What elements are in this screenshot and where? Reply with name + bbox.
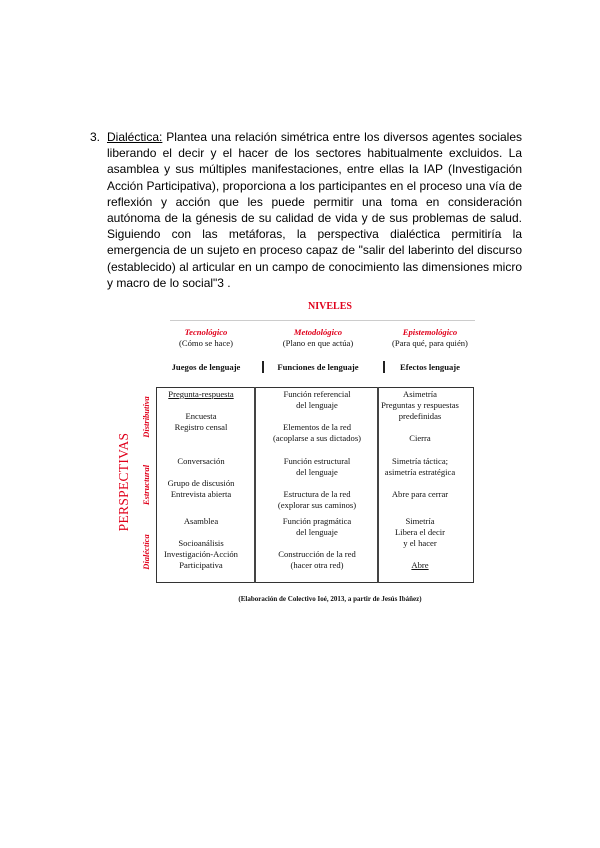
cell-line — [146, 467, 256, 478]
cell-line: predefinidas — [398, 411, 442, 421]
table-cell — [256, 389, 378, 444]
cell-line: Asimetría — [403, 389, 437, 399]
cell-line — [256, 411, 378, 422]
paragraph-dialectica — [90, 129, 522, 291]
cell-line: Función estructural — [283, 456, 351, 466]
cell-line: del lenguaje — [296, 527, 338, 537]
table-cell — [256, 456, 378, 511]
cell-line: Simetría — [405, 516, 435, 526]
cell-line: (acoplarse a sus dictados) — [272, 433, 362, 443]
term-dialectica: Dialéctica: — [107, 130, 163, 144]
row-label-dialectica: Dialéctica — [141, 534, 151, 570]
cell-line: Simetría táctica; — [391, 456, 449, 466]
cell-line — [366, 478, 474, 489]
table-cell — [146, 389, 256, 433]
cell-line: (explorar sus caminos) — [277, 500, 357, 510]
juegos-label: Juegos de lenguaje — [171, 362, 241, 372]
cell-line: Entrevista abierta — [170, 489, 232, 499]
table-cell — [366, 389, 474, 444]
cell-line: Socioanálisis — [178, 538, 224, 548]
cell-line: Preguntas y respuestas — [381, 400, 459, 410]
cell-line: Conversación — [177, 456, 225, 466]
column-header-tecnologico: Tecnológico (Cómo se hace) — [179, 327, 233, 348]
figure-title: NIVELES — [308, 301, 352, 312]
cell-line: Construcción de la red — [278, 549, 356, 559]
cell-line: Grupo de discusión — [167, 478, 235, 488]
cell-line — [366, 422, 474, 433]
cell-line: Asamblea — [183, 516, 219, 526]
funciones-label: Funciones de lenguaje — [277, 362, 359, 372]
cell-line — [256, 478, 378, 489]
cell-line: Estructura de la red — [283, 489, 351, 499]
cell-line: Abre — [411, 560, 429, 570]
cell-line: Abre para cerrar — [391, 489, 449, 499]
cell-line: Investigación-Acción — [164, 549, 238, 559]
cell-line: del lenguaje — [296, 400, 338, 410]
cell-line: Encuesta — [185, 411, 217, 421]
cell-line: Libera el decir — [394, 527, 446, 537]
table-cell — [256, 516, 378, 571]
cell-line: Pregunta-respuesta — [168, 389, 234, 399]
cell-line: (hacer otra red) — [290, 560, 344, 570]
cell-line — [256, 538, 378, 549]
figure-caption: (Elaboración de Colectivo Ioé, 2013, a partir de Jesús Ibáñez) — [238, 595, 422, 603]
cell-line: Participativa — [179, 560, 223, 570]
cell-line: y el hacer — [403, 538, 437, 548]
paragraph-text: Plantea una relación simétrica entre los diversos agentes sociales liberando el decir y el hacer de los sectores habitualmente excluidos. La asamblea y sus múltiples manifestaciones, entre ellas la IAP (Investigación Acción Participativa), proporciona a los participantes en el proceso una vía de reflexión y acción que les puede permitir una toma en consideración autónoma de la génesis de su calidad de vida y de sus problemas de salud. Siguiendo con las metáforas, la perspectiva dialéctica permitiría la emergencia de un sujeto en proceso capaz de "salir del laberinto del discurso (establecido) al articular en un campo de conocimiento las dimensiones micro y macro de lo social"3 . — [107, 130, 522, 290]
cell-line — [366, 549, 474, 560]
table-cell — [366, 516, 474, 571]
cell-line — [146, 400, 256, 411]
cell-line: Registro censal — [174, 422, 228, 432]
row-label-distributiva: Distributiva — [141, 396, 151, 438]
cell-line: Elementos de la red — [282, 422, 351, 432]
column-header-epistemologico: Epistemológico (Para qué, para quién) — [392, 327, 468, 348]
cell-line — [146, 527, 256, 538]
cell-line: Función referencial — [283, 389, 351, 399]
cell-line: Función pragmática — [282, 516, 352, 526]
divider — [170, 320, 475, 321]
efectos-label: Efectos lenguaje — [400, 362, 460, 372]
row-label-estructural: Estructural — [141, 464, 151, 506]
list-number: 3. — [90, 130, 101, 144]
cell-line: Cierra — [409, 433, 431, 443]
column-header-metodologico: Metodológico (Plano en que actúa) — [282, 327, 354, 348]
table-cell — [146, 516, 256, 571]
perspectivas-label: PERSPECTIVAS — [116, 432, 131, 532]
table-cell — [146, 456, 256, 500]
cell-line: asimetría estratégica — [384, 467, 456, 477]
cell-line: del lenguaje — [296, 467, 338, 477]
table-cell — [366, 456, 474, 500]
